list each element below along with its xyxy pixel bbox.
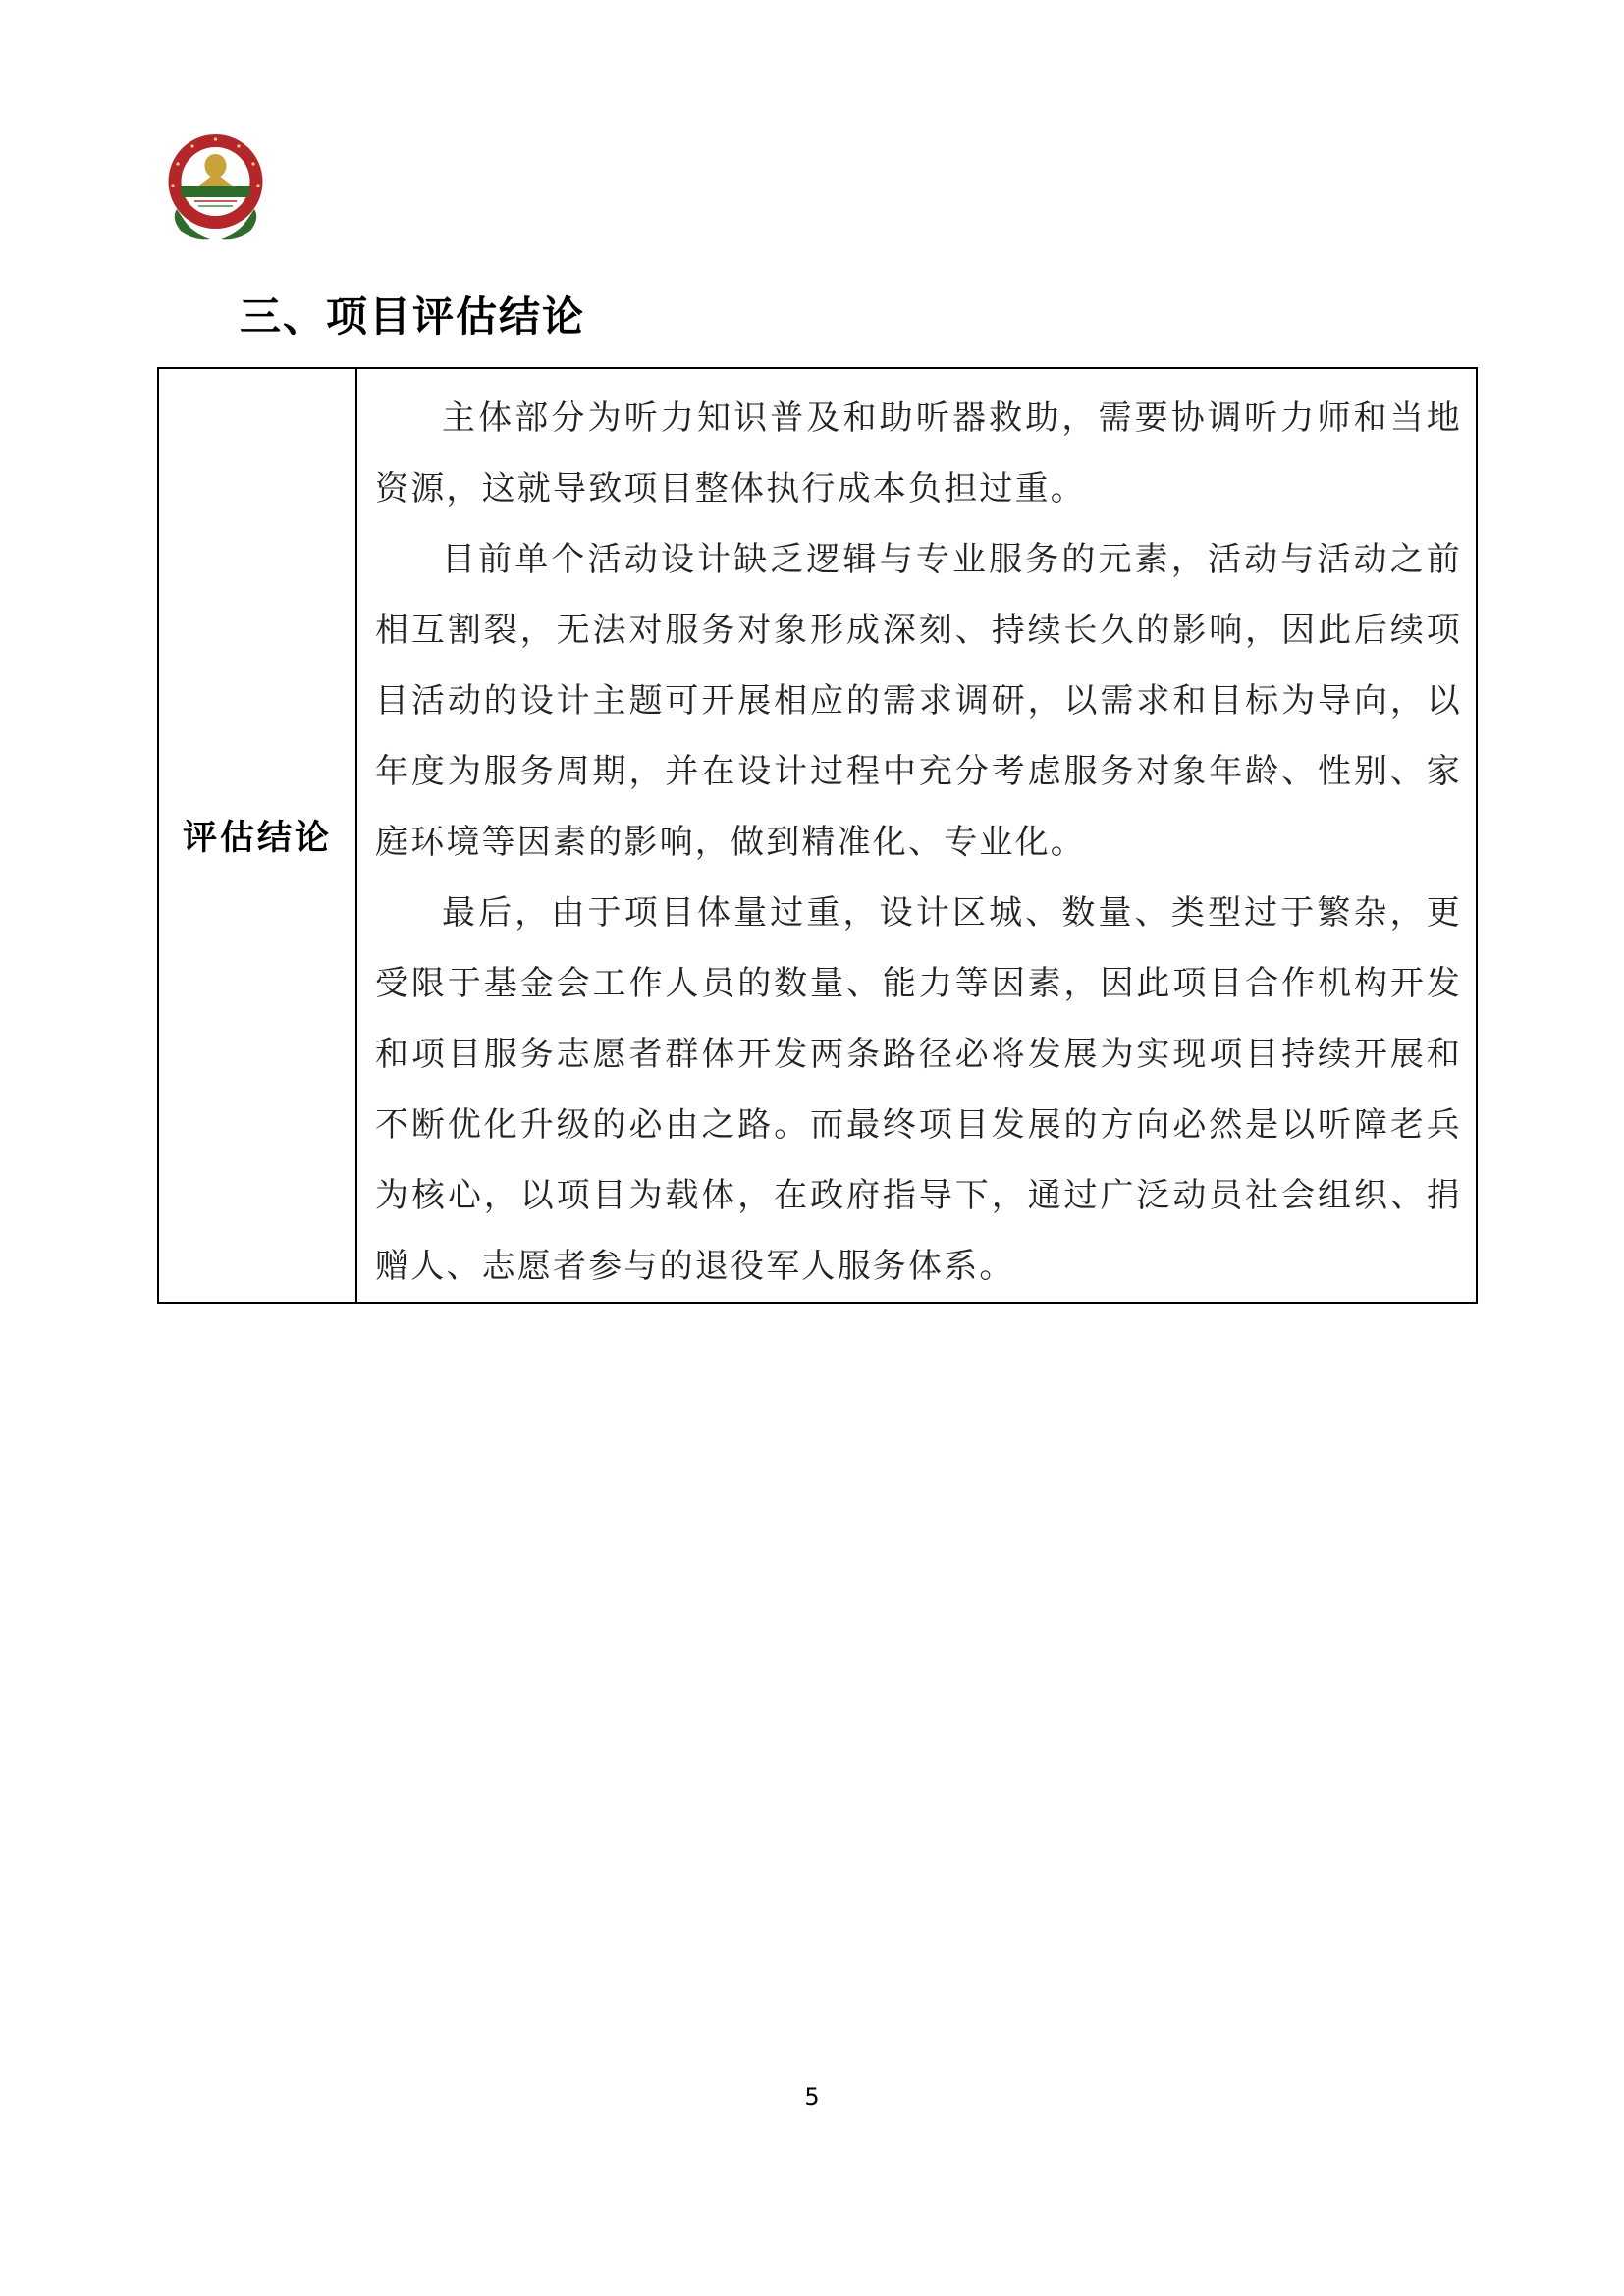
conclusion-paragraph: 主体部分为听力知识普及和助听器救助，需要协调听力师和当地资源，这就导致项目整体执行成本负担过重。 xyxy=(375,399,1462,508)
conclusion-paragraph: 目前单个活动设计缺乏逻辑与专业服务的元素，活动与活动之前相互割裂，无法对服务对象形成深刻、持续长久的影响，因此后续项目活动的设计主题可开展相应的需求调研，以需求和目标为导向，以年度为服务周期，并在设计过程中充分考虑服务对象年龄、性别、家庭环境等因素的影响，做到精准化、专业化。 xyxy=(375,540,1462,862)
section-heading: 三、项目评估结论 xyxy=(240,293,586,341)
page-number: 5 xyxy=(804,2083,820,2110)
row-label: 评估结论 xyxy=(182,819,332,858)
content-cell xyxy=(356,368,1477,1303)
evaluation-table xyxy=(157,367,1478,1304)
organization-logo xyxy=(163,131,268,244)
logo-emblem-icon xyxy=(163,131,268,244)
table-row xyxy=(158,368,1477,1303)
conclusion-paragraph: 最后，由于项目体量过重，设计区城、数量、类型过于繁杂，更受限于基金会工作人员的数量、能力等因素，因此项目合作机构开发和项目服务志愿者群体开发两条路径必将发展为实现项目持续开展和不断优化升级的必由之路。而最终项目发展的方向必然是以听障老兵为核心，以项目为载体，在政府指导下，通过广泛动员社会组织、捐赠人、志愿者参与的退役军人服务体系。 xyxy=(375,893,1462,1286)
label-cell xyxy=(158,368,356,1303)
